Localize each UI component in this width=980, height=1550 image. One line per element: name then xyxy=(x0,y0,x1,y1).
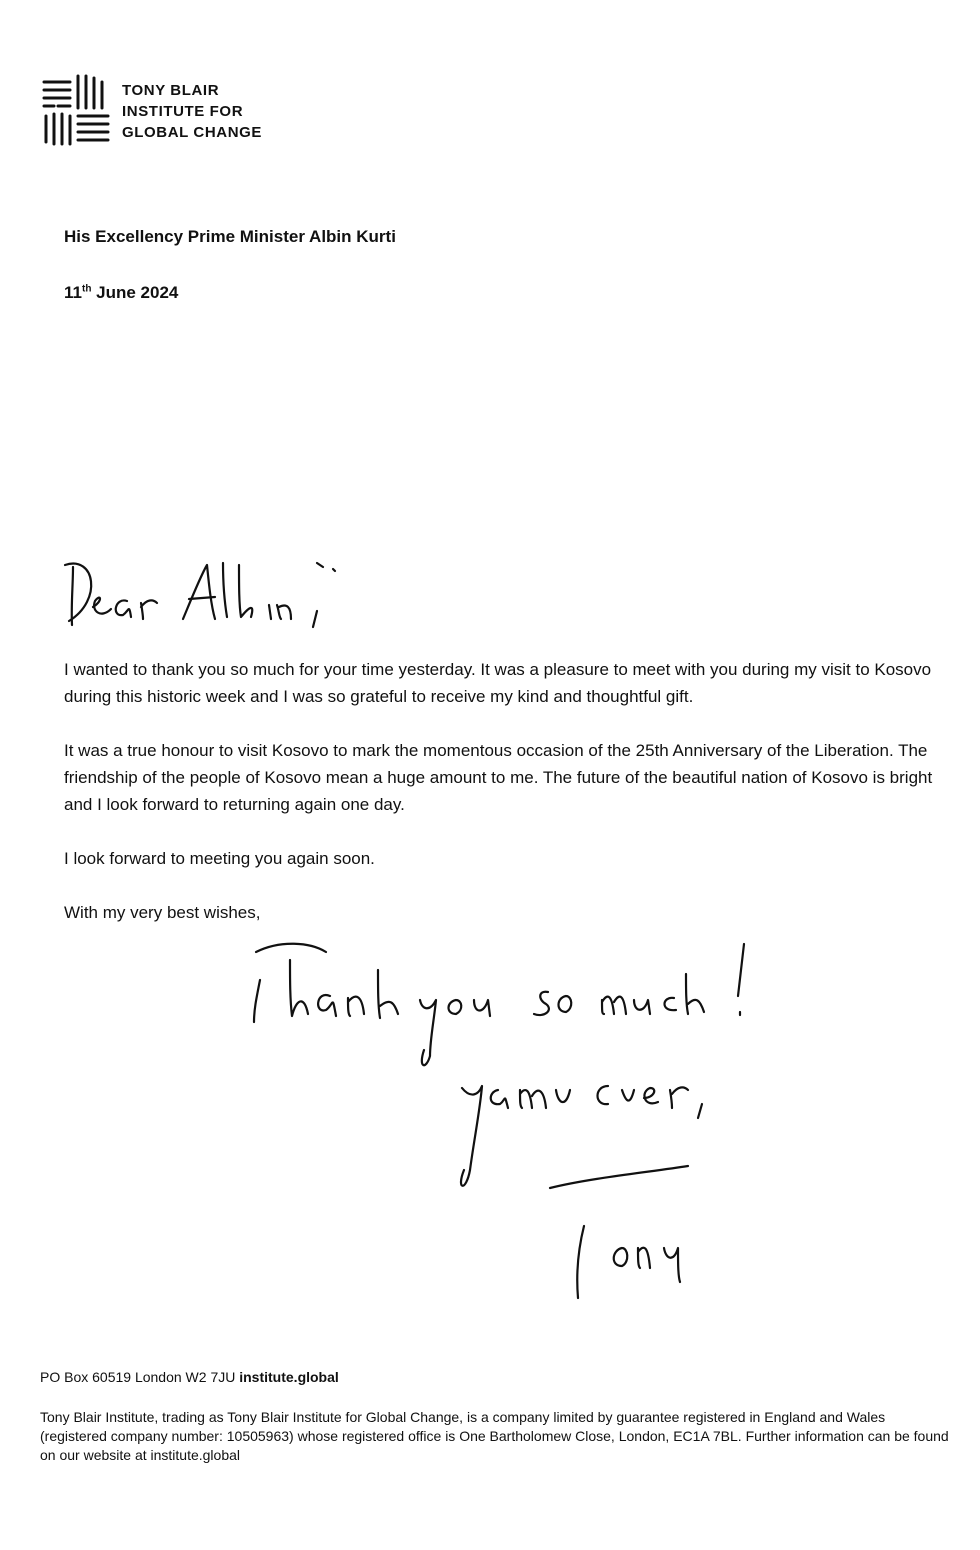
letter-date xyxy=(64,283,178,303)
body-paragraph-3: I look forward to meeting you again soon. xyxy=(64,849,375,868)
date-suffix: th xyxy=(81,283,92,295)
closing-line: With my very best wishes, xyxy=(64,903,261,922)
body-paragraph-2: It was a true honour to visit Kosovo to mark the momentous occasion of the 25th Anniversary of the Liberation. The friendship of the people of Kosovo mean a huge amount to me. The future of the beautiful nation of Kosovo is bright and I look forward to returning again one day. xyxy=(64,741,933,814)
org-line-1: TONY BLAIR xyxy=(122,82,220,99)
org-line-3: GLOBAL CHANGE xyxy=(122,124,263,141)
footer-website: institute.global xyxy=(239,1369,339,1385)
body-paragraph-1: I wanted to thank you so much for your time yesterday. It was a pleasure to meet with you during my visit to Kosovo during this historic week and I was so grateful to receive my kind and thoughtful gift. xyxy=(64,660,932,706)
footer-legal-notice: Tony Blair Institute, trading as Tony Blair Institute for Global Change, is a company limited by guarantee registered in England and Wales (registered company number: 10505963) whose registered office is One Bartholomew Close, London, EC1A 7BL. Further information can be found on our website at institute.global xyxy=(40,1409,949,1463)
recipient-line: His Excellency Prime Minister Albin Kurti xyxy=(64,227,396,246)
handwritten-signature xyxy=(230,930,790,1310)
footer-postal-address: PO Box 60519 London W2 7JU xyxy=(40,1369,236,1385)
date-day: 11 xyxy=(64,283,82,302)
footer-address xyxy=(40,1369,339,1385)
institute-logo-icon xyxy=(40,72,120,148)
org-line-2: INSTITUTE FOR xyxy=(122,103,244,120)
date-month-year: June 2024 xyxy=(91,283,179,302)
handwritten-salutation xyxy=(55,545,355,645)
institute-name xyxy=(122,80,262,143)
